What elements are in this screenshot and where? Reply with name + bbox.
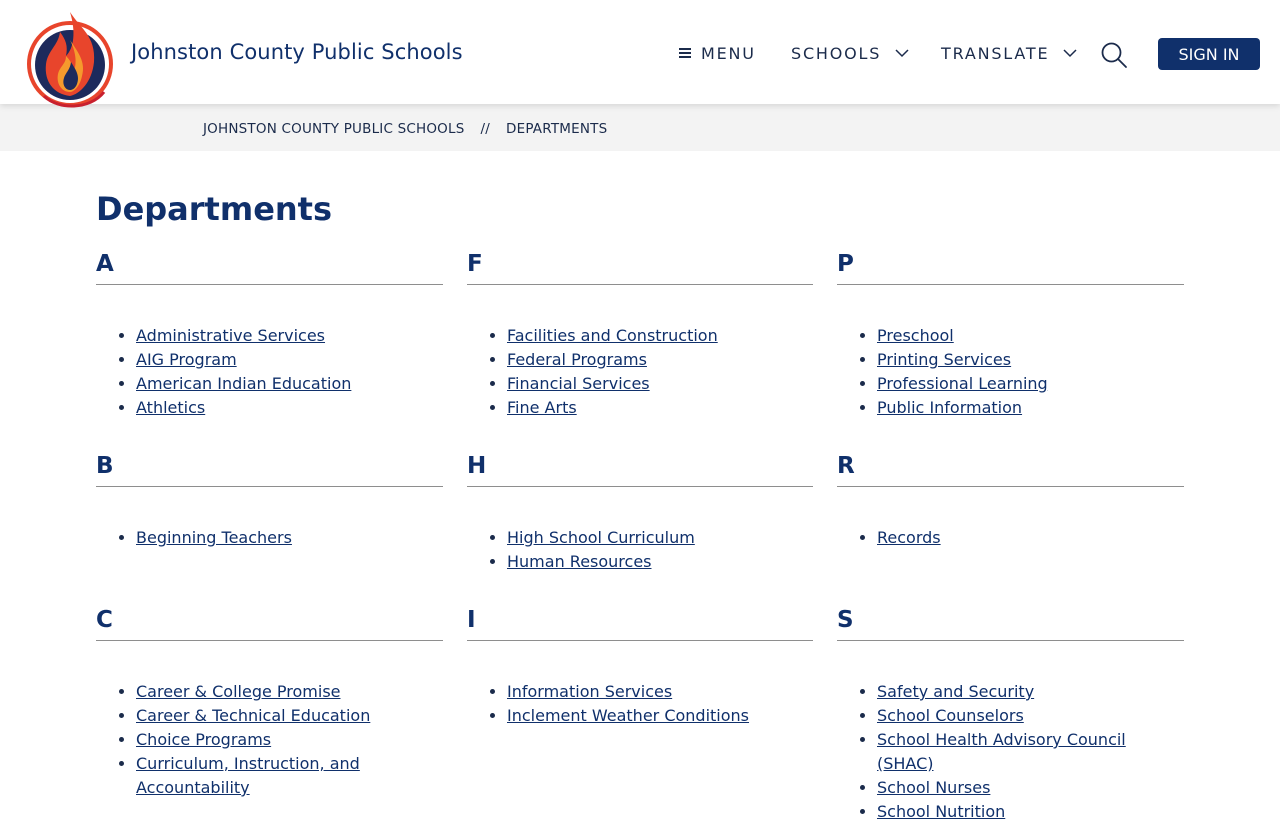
list-item [136, 324, 443, 348]
site-header [0, 0, 1280, 104]
department-link[interactable]: Federal Programs [507, 350, 647, 369]
menu-button[interactable] [679, 42, 756, 64]
group-letter: H [467, 453, 487, 479]
department-link[interactable]: Professional Learning [877, 374, 1048, 393]
department-group-h [467, 452, 813, 574]
list-item [136, 372, 443, 396]
hamburger-icon [679, 46, 691, 61]
group-letter: C [96, 607, 113, 633]
list-item [507, 680, 813, 704]
department-link[interactable]: Safety and Security [877, 682, 1035, 701]
department-list [467, 324, 813, 420]
department-list [467, 526, 813, 574]
department-list [837, 680, 1184, 824]
department-group-c [96, 606, 443, 800]
department-link[interactable]: Beginning Teachers [136, 528, 292, 547]
department-link[interactable]: Choice Programs [136, 730, 272, 749]
department-list [96, 526, 443, 550]
menu-label: MENU [701, 43, 756, 63]
divider [96, 284, 443, 285]
group-letter: B [96, 453, 114, 479]
translate-dropdown[interactable] [941, 42, 1077, 64]
breadcrumb-current: DEPARTMENTS [506, 121, 608, 137]
divider [467, 486, 813, 487]
department-link[interactable]: Career & Technical Education [136, 706, 371, 725]
list-item [136, 752, 366, 800]
group-letter: R [837, 453, 855, 479]
breadcrumb-home[interactable]: JOHNSTON COUNTY PUBLIC SCHOOLS [203, 121, 465, 137]
list-item [136, 348, 443, 372]
department-group-p [837, 250, 1184, 420]
department-link[interactable]: Printing Services [877, 350, 1012, 369]
breadcrumb [203, 121, 607, 137]
site-title[interactable]: Johnston County Public Schools [131, 40, 463, 64]
department-link[interactable]: American Indian Education [136, 374, 352, 393]
group-letter: A [96, 251, 114, 277]
divider [96, 486, 443, 487]
department-link[interactable]: School Nutrition [877, 802, 1006, 821]
department-group-f [467, 250, 813, 420]
list-item [136, 728, 443, 752]
department-list [96, 680, 443, 800]
list-item [136, 680, 443, 704]
department-link[interactable]: Career & College Promise [136, 682, 341, 701]
list-item [877, 348, 1184, 372]
list-item [877, 776, 1184, 800]
group-letter: S [837, 607, 854, 633]
department-link[interactable]: Records [877, 528, 941, 547]
divider [837, 284, 1184, 285]
chevron-down-icon [895, 46, 909, 60]
list-item [877, 800, 1184, 824]
sign-in-button[interactable]: SIGN IN [1158, 38, 1260, 70]
department-list [467, 680, 813, 728]
department-link[interactable]: AIG Program [136, 350, 237, 369]
department-list [96, 324, 443, 420]
department-link[interactable]: Administrative Services [136, 326, 326, 345]
department-list [837, 324, 1184, 420]
department-group-a [96, 250, 443, 420]
divider [837, 640, 1184, 641]
department-link[interactable]: Inclement Weather Conditions [507, 706, 750, 725]
department-link[interactable]: High School Curriculum [507, 528, 695, 547]
department-link[interactable]: Athletics [136, 398, 206, 417]
flame-logo-icon[interactable] [24, 10, 116, 114]
list-item [507, 526, 813, 550]
list-item [507, 396, 813, 420]
list-item [136, 526, 443, 550]
department-link[interactable]: Preschool [877, 326, 954, 345]
department-link[interactable]: Information Services [507, 682, 673, 701]
department-link[interactable]: School Nurses [877, 778, 991, 797]
list-item [877, 372, 1184, 396]
schools-label: SCHOOLS [791, 43, 882, 63]
list-item [877, 704, 1184, 728]
divider [467, 284, 813, 285]
department-link[interactable]: School Health Advisory Council (SHAC) [877, 730, 1126, 773]
list-item [877, 526, 1184, 550]
group-letter: F [467, 251, 483, 277]
department-group-b [96, 452, 443, 550]
divider [467, 640, 813, 641]
department-link[interactable]: Fine Arts [507, 398, 577, 417]
department-link[interactable]: Human Resources [507, 552, 652, 571]
divider [837, 486, 1184, 487]
list-item [507, 704, 813, 728]
department-group-s [837, 606, 1184, 824]
list-item [507, 324, 813, 348]
list-item [877, 396, 1184, 420]
breadcrumb-separator: // [480, 121, 490, 137]
list-item [136, 704, 443, 728]
breadcrumb-bar [0, 104, 1280, 151]
list-item [507, 348, 813, 372]
department-link[interactable]: Financial Services [507, 374, 650, 393]
translate-label: TRANSLATE [941, 43, 1050, 63]
group-letter: I [467, 607, 476, 633]
department-group-r [837, 452, 1184, 550]
search-icon[interactable] [1100, 41, 1128, 69]
department-list [837, 526, 1184, 550]
list-item [507, 372, 813, 396]
schools-dropdown[interactable] [791, 42, 909, 64]
page-title: Departments [96, 190, 333, 228]
department-link[interactable]: Curriculum, Instruction, and Accountability [136, 754, 360, 797]
list-item [877, 728, 1184, 776]
list-item [877, 324, 1184, 348]
chevron-down-icon [1063, 46, 1077, 60]
department-link[interactable]: School Counselors [877, 706, 1024, 725]
group-letter: P [837, 251, 854, 277]
divider [96, 640, 443, 641]
list-item [507, 550, 813, 574]
list-item [877, 680, 1184, 704]
department-link[interactable]: Public Information [877, 398, 1023, 417]
department-link[interactable]: Facilities and Construction [507, 326, 718, 345]
list-item [136, 396, 443, 420]
department-group-i [467, 606, 813, 728]
